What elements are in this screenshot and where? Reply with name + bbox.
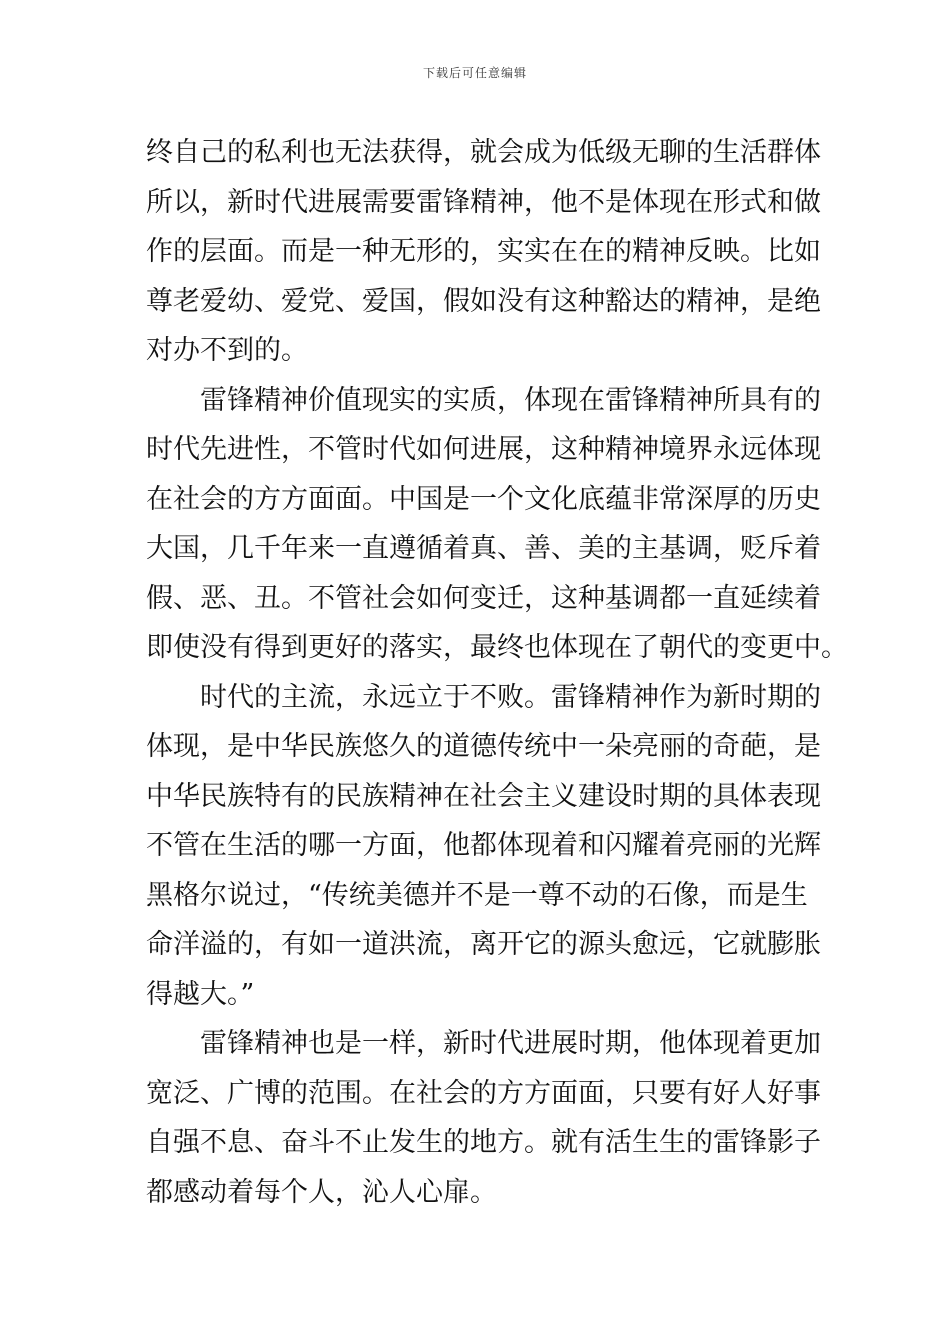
paragraph: [146, 128, 821, 376]
text-line: 体现，是中华民族悠久的道德传统中一朵亮丽的奇葩，是: [146, 731, 821, 762]
text-line: 假、恶、丑。不管社会如何变迁，这种基调都一直延续着: [146, 582, 821, 614]
text-line: 雷锋精神也是一样，新时代进展时期，他体现着更加: [200, 1028, 821, 1059]
text-line: 雷锋精神价值现实的实质，体现在雷锋精神所具有的: [200, 384, 821, 416]
text-line: 尊老爱幼、爱党、爱国，假如没有这种豁达的精神，是绝: [146, 285, 821, 317]
text-line: 命洋溢的，有如一道洪流，离开它的源头愈远，它就膨胀: [146, 929, 821, 960]
text-line: 终自己的私利也无法获得，就会成为低级无聊的生活群体: [146, 137, 821, 168]
text-line: 得越大。”: [146, 978, 255, 1010]
text-line: 自强不息、奋斗不止发生的地方。就有活生生的雷锋影子: [146, 1127, 821, 1158]
paragraph: [146, 673, 821, 1020]
text-line: 宽泛、广博的范围。在社会的方方面面，只要有好人好事: [146, 1077, 821, 1109]
text-line: 即使没有得到更好的落实，最终也体现在了朝代的变更中。: [146, 632, 848, 663]
text-line: 都感动着每个人，沁人心扉。: [146, 1176, 497, 1208]
text-line: 时代先进性，不管时代如何进展，这种精神境界永远体现: [146, 434, 821, 465]
text-line: 所以，新时代进展需要雷锋精神，他不是体现在形式和做: [146, 186, 821, 218]
paragraph: [146, 1019, 821, 1217]
text-line: 在社会的方方面面。中国是一个文化底蕴非常深厚的历史: [146, 483, 821, 515]
text-line: 大国，几千年来一直遵循着真、善、美的主基调，贬斥着: [146, 533, 821, 564]
text-line: 作的层面。而是一种无形的，实实在在的精神反映。比如: [146, 236, 821, 267]
page-header: 下载后可任意编辑: [422, 66, 527, 80]
text-line: 中华民族特有的民族精神在社会主义建设时期的具体表现: [146, 780, 821, 812]
paragraph: [146, 376, 848, 673]
text-line: 不管在生活的哪一方面，他都体现着和闪耀着亮丽的光辉: [146, 830, 821, 861]
body-text: [146, 128, 848, 1217]
text-line: 时代的主流，永远立于不败。雷锋精神作为新时期的: [200, 681, 821, 713]
text-line: 黑格尔说过，“传统美德并不是一尊不动的石像，而是生: [146, 879, 808, 911]
text-line: 对办不到的。: [146, 335, 308, 366]
